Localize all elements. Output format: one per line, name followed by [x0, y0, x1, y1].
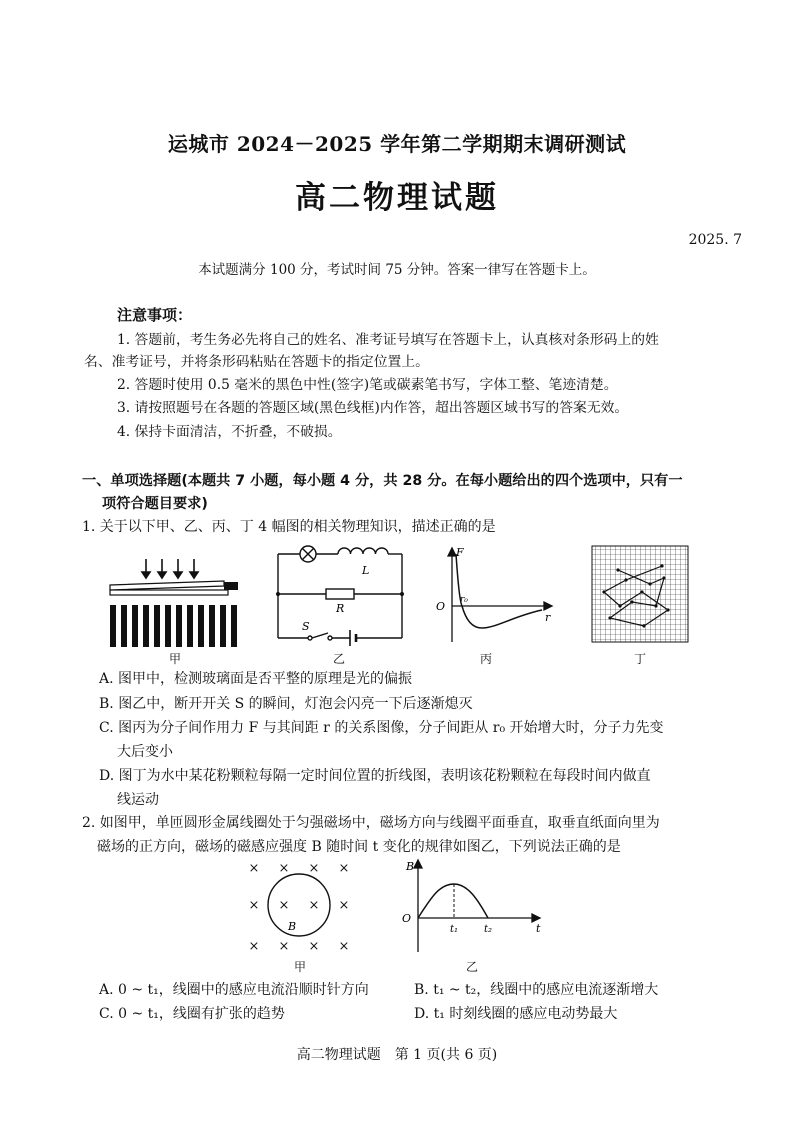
- notes-title: 注意事项：: [117, 306, 193, 324]
- page-footer: 高二物理试题 第 1 页(共 6 页): [296, 1047, 498, 1063]
- figure-q2-bt-graph: [396, 856, 548, 956]
- q1-option-c-continued: 大后变小: [117, 744, 173, 760]
- figure-bing-label: 丙: [480, 652, 493, 666]
- figure-q2-jia-label: 甲: [294, 960, 307, 974]
- field-cross: ×: [308, 939, 320, 954]
- q2-option-d: D. t₁ 时刻线圈的感应电动势最大: [414, 1006, 618, 1022]
- note-1: 1. 答题前，考生务必先将自己的姓名、准考证号填写在答题卡上，认真核对条形码上的姓: [117, 332, 659, 348]
- q2-option-b: B. t₁ ~ t₂，线圈中的感应电流逐渐增大: [414, 982, 659, 998]
- field-cross: ×: [248, 898, 260, 913]
- field-cross: ×: [248, 861, 260, 876]
- exam-intro: 本试题满分 100 分，考试时间 75 分钟。答案一律写在答题卡上。: [198, 262, 596, 278]
- field-cross: ×: [248, 939, 260, 954]
- field-cross: ×: [278, 898, 290, 913]
- resistor-label: R: [336, 602, 345, 615]
- field-cross: ×: [338, 861, 350, 876]
- q1-option-a: A. 图甲中，检测玻璃面是否平整的原理是光的偏振: [99, 671, 413, 687]
- figure-q2-yi-label: 乙: [466, 960, 479, 974]
- figure-q2-coil-field: [242, 858, 358, 958]
- origin-label: O: [402, 912, 412, 925]
- note-1-continued: 名、准考证号，并将条形码粘贴在答题卡的指定位置上。: [84, 354, 429, 370]
- inductor-label: L: [362, 564, 370, 577]
- section-heading-line1: 一、单项选择题(本题共 7 小题，每小题 4 分，共 28 分。在每小题给出的四个选项中，只有一: [82, 473, 683, 489]
- exam-subject-title: 高二物理试题: [295, 180, 499, 216]
- section-heading: [82, 470, 722, 516]
- question-2-stem: 2. 如图甲，单匝圆形金属线圈处于匀强磁场中，磁场方向与线圈平面垂直，取垂直纸面向里为: [82, 815, 660, 831]
- field-cross: ×: [308, 898, 320, 913]
- exam-date: 2025. 7: [688, 232, 742, 248]
- figure-ding-brownian-grid: [590, 544, 690, 644]
- b-axis-label: B: [406, 860, 415, 873]
- section-heading-line2: 项符合题目要求): [102, 496, 208, 512]
- note-3: 3. 请按照题号在各题的答题区域(黑色线框)内作答，超出答题区域书写的答案无效。: [117, 400, 629, 416]
- q2-option-a: A. 0 ~ t₁，线圈中的感应电流沿顺时针方向: [99, 982, 369, 998]
- t2-label: t₂: [484, 924, 493, 935]
- figure-jia-air-wedge: [104, 556, 244, 656]
- coil-b-label: B: [288, 920, 297, 933]
- field-cross: ×: [338, 898, 350, 913]
- switch-label: S: [302, 620, 310, 633]
- note-4: 4. 保持卡面清洁，不折叠，不破损。: [117, 424, 342, 440]
- origin-label: O: [436, 600, 446, 613]
- question-2-stem-continued: 磁场的正方向，磁场的磁感应强度 B 随时间 t 变化的规律如图乙，下列说法正确的是: [97, 839, 621, 855]
- q2-option-c: C. 0 ~ t₁，线圈有扩张的趋势: [99, 1006, 285, 1022]
- t-axis-label: t: [536, 922, 541, 935]
- exam-title: 运城市 2024－2025 学年第二学期期末调研测试: [167, 132, 627, 156]
- t1-label: t₁: [450, 924, 459, 935]
- note-2: 2. 答题时使用 0.5 毫米的黑色中性(签字)笔或碳素笔书写，字体工整、笔迹清楚。: [117, 377, 618, 393]
- r0-label: r₀: [460, 595, 468, 605]
- q1-option-c: C. 图丙为分子间作用力 F 与其间距 r 的关系图像，分子间距从 r₀ 开始增大时，分子力先变: [99, 720, 664, 736]
- field-cross: ×: [338, 939, 350, 954]
- force-axis-label: F: [456, 546, 464, 559]
- q1-option-b: B. 图乙中，断开开关 S 的瞬间，灯泡会闪亮一下后逐渐熄灭: [99, 696, 473, 712]
- figure-ding-label: 丁: [634, 652, 647, 666]
- q1-option-d-continued: 线运动: [117, 792, 159, 808]
- figure-yi-label: 乙: [333, 652, 346, 666]
- q1-option-d: D. 图丁为水中某花粉颗粒每隔一定时间位置的折线图，表明该花粉颗粒在每段时间内做直: [99, 768, 651, 784]
- question-1-stem: 1. 关于以下甲、乙、丙、丁 4 幅图的相关物理知识，描述正确的是: [82, 519, 496, 535]
- field-cross: ×: [308, 861, 320, 876]
- field-cross: ×: [278, 861, 290, 876]
- figure-yi-circuit: [270, 544, 410, 648]
- r-axis-label: r: [545, 611, 551, 624]
- figure-bing-force-graph: [430, 544, 560, 648]
- field-cross: ×: [278, 939, 290, 954]
- figure-jia-label: 甲: [169, 652, 182, 666]
